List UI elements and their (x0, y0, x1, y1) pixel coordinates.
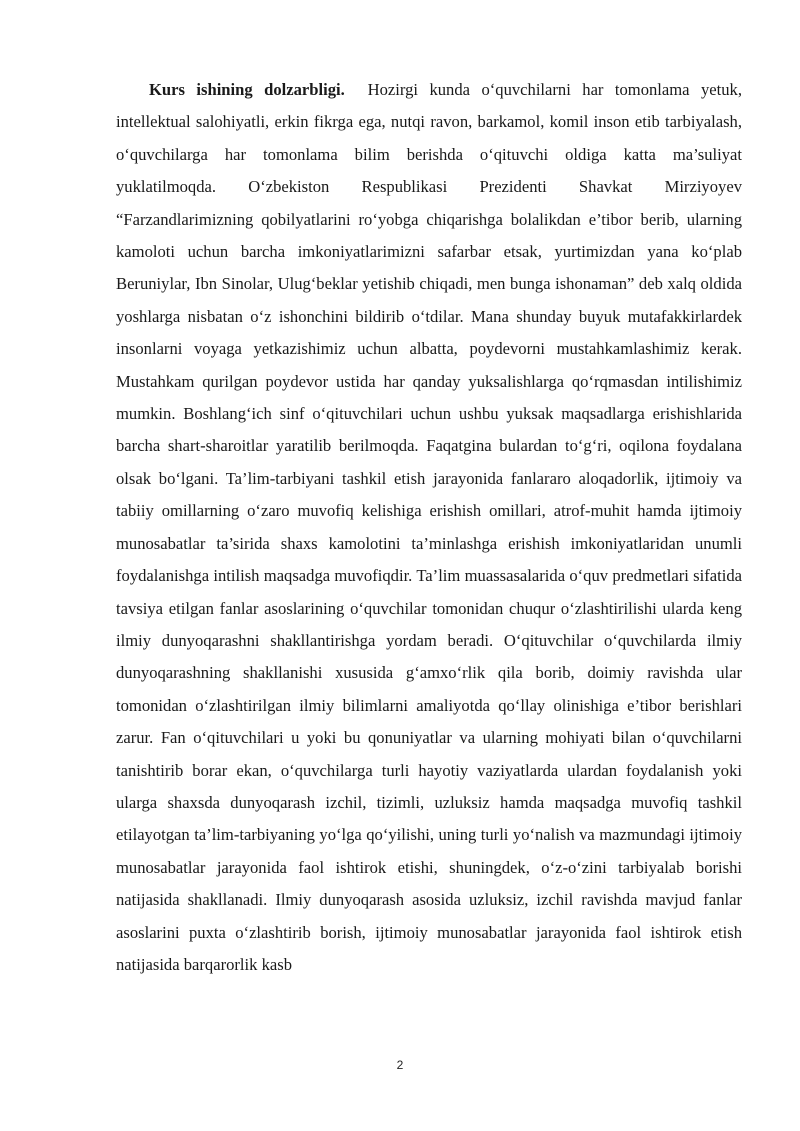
body-text-block (116, 74, 742, 981)
section-lead-heading: Kurs ishining dolzarbligi. (149, 80, 345, 99)
paragraph-body: Hozirgi kunda o‘quvchilarni har tomonlama yetuk, intellektual salohiyatli, erkin fikrga ega, nutqi ravon, barkamol, komil inson etib tarbiyalash, o‘quvchilarga har tomonlama bilim berishda o‘qituvchi oldiga katta ma’suliyat yuklatilmoqda. O‘zbekiston Respublikasi Prezidenti Shavkat Mirziyoyev “Farzandlarimizning qobilyatlarini ro‘yobga chiqarishga bolalikdan e’tibor berib, ularning kamoloti uchun barcha imkoniyatlarimizni safarbar etsak, yurtimizdan yana ko‘plab Beruniylar, Ibn Sinolar, Ulug‘beklar yetishib chiqadi, men bunga ishonaman” deb xalq oldida yoshlarga nisbatan o‘z ishonchini bildirib o‘tdilar. Mana shunday buyuk mutafakkirlardek insonlarni voyaga yetkazishimiz uchun albatta, poydevorni mustahkamlashimiz kerak. Mustahkam qurilgan poydevor ustida har qanday yuksalishlarga qo‘rqmasdan intilishimiz mumkin. Boshlang‘ich sinf o‘qituvchilari uchun ushbu yuksak maqsadlarga erishishlarida barcha shart-sharoitlar yaratilib berilmoqda. Faqatgina bulardan to‘g‘ri, oqilona foydalana olsak bo‘lgani. Ta’lim-tarbiyani tashkil etish jarayonida fanlararo aloqadorlik, ijtimoiy va tabiiy omillarning o‘zaro muvofiq kelishiga erishish omillari, atrof-muhit hamda ijtimoiy munosabatlar ta’sirida shaxs kamolotini ta’minlashga erishish imkoniyatlaridan unumli foydalanishga intilish maqsadga muvofiqdir. Ta’lim muassasalarida o‘quv predmetlari sifatida tavsiya etilgan fanlar asoslarining o‘quvchilar tomonidan chuqur o‘zlashtirilishi ularda keng ilmiy dunyoqarashni shakllantirishga yordam beradi. O‘qituvchilar o‘quvchilarda ilmiy dunyoqarashning shakllanishi xususida g‘amxo‘rlik qila borib, doimiy ravishda ular tomonidan o‘zlashtirilgan ilmiy bilimlarni amaliyotda qo‘llay olinishiga e’tibor berishlari zarur. Fan o‘qituvchilari u yoki bu qonuniyatlar va ularning mohiyati bilan o‘quvchilarni tanishtirib borar ekan, o‘quvchilarga turli hayotiy vaziyatlarda ulardan foydalanish yoki ularga shaxsda dunyoqarash izchil, tizimli, uzluksiz hamda maqsadga muvofiq tashkil etilayotgan ta’lim-tarbiyaning yo‘lga qo‘yilishi, uning turli yo‘nalish va mazmundagi ijtimoiy munosabatlar jarayonida faol ishtirok etishi, shuningdek, o‘z-o‘zini tarbiyalab borishi natijasida shakllanadi. Ilmiy dunyoqarash asosida uzluksiz, izchil ravishda mavjud fanlar asoslarini puxta o‘zlashtirib borish, ijtimoiy munosabatlar jarayonida faol ishtirok etish natijasida barqarorlik kasb (116, 80, 742, 974)
page-number: 2 (396, 1058, 404, 1072)
paragraph (116, 74, 742, 981)
